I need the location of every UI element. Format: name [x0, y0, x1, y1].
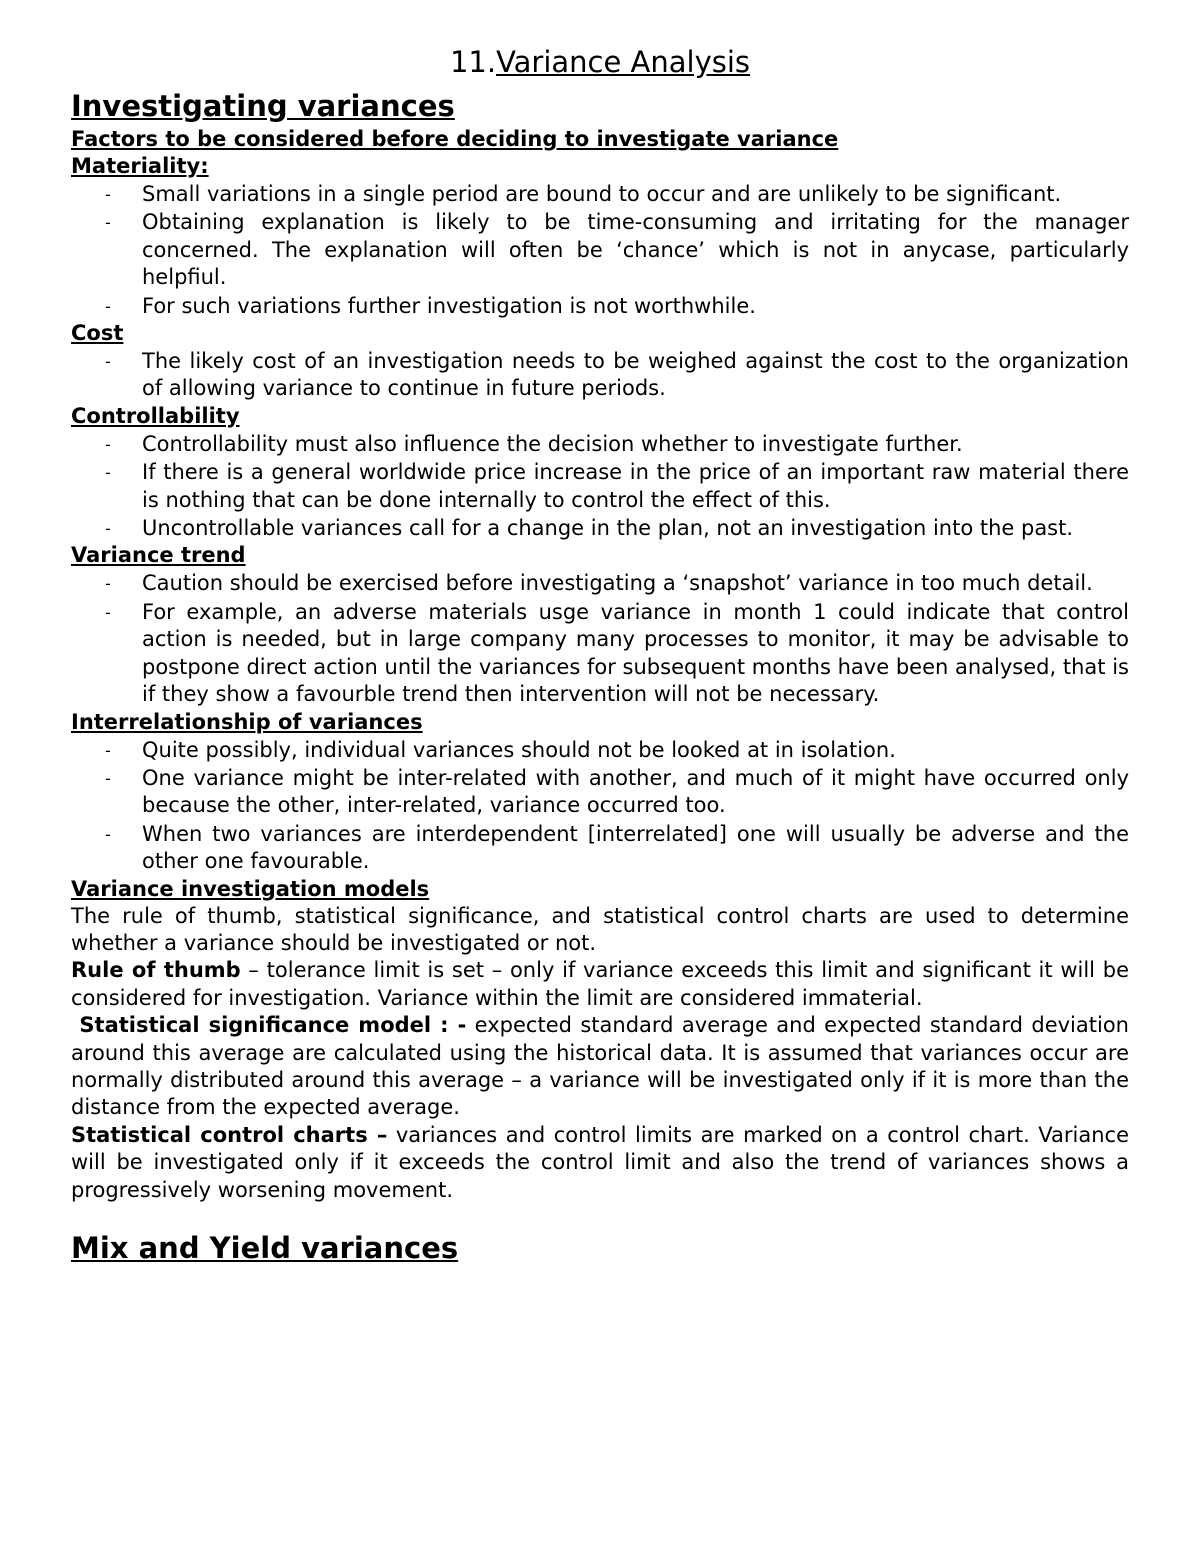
controllability-list [71, 431, 1129, 543]
investigation-models-heading: Variance investigation models [71, 876, 430, 901]
list-item: - One variance might be inter-related with another, and much of it might have occurred only because the other, inter-related, variance occurred too. [105, 765, 1129, 818]
bullet-dash: - [105, 824, 111, 844]
cost-list [71, 348, 1129, 403]
document-page [71, 40, 1129, 1268]
title-number: 11. [449, 45, 497, 79]
statistical-significance-label: Statistical significance model : - [79, 1013, 467, 1038]
bullet-dash: - [105, 185, 111, 204]
models-intro-paragraph: The rule of thumb, statistical significance, and statistical control charts are used to determine whether a variance should be investigated or not. [71, 903, 1129, 955]
title-text: Variance Analysis [496, 45, 751, 79]
section-heading-mix-yield: Mix and Yield variances [71, 1231, 459, 1265]
control-charts-paragraph: Statistical control charts – variances and control limits are marked on a control chart. Variance will be investigated only if it exceeds the control limit and also the trend of variances shows a progressively worsening movement. [71, 1122, 1129, 1202]
rule-of-thumb-paragraph: Rule of thumb – tolerance limit is set – only if variance exceeds this limit and significant it will be considered for investigation. Variance within the limit are considered immaterial. [71, 958, 1129, 1010]
bullet-dash: - [105, 602, 111, 622]
controllability-heading: Controllability [71, 403, 240, 428]
bullet-dash: - [105, 574, 111, 594]
statistical-significance-paragraph: Statistical significance model : - expected standard average and expected standard deviation around this average are calculated using the historical data. It is assumed that variances occur are normally distributed around this average – a variance will be investigated only if it is more than the distance from the expected average. [71, 1013, 1129, 1120]
list-item: - When two variances are interdependent [interrelated] one will usually be adverse and the other one favourable. [105, 821, 1129, 874]
interrelationship-list [71, 737, 1129, 876]
bullet-dash: - [105, 213, 111, 233]
list-item: - Obtaining explanation is likely to be time-consuming and irritating for the manager concerned. The explanation will often be ‘chance’ which is not in anycase, particularly helpfiul. [105, 210, 1129, 290]
list-item: - Controllability must also influence the decision whether to investigate further. [71, 431, 1129, 458]
variance-trend-list [71, 570, 1129, 708]
list-item: - The likely cost of an investigation needs to be weighed against the cost to the organization of allowing variance to continue in future periods. [105, 349, 1129, 401]
bullet-dash: - [105, 768, 111, 788]
materiality-list [71, 181, 1129, 320]
list-item: - Uncontrollable variances call for a change in the plan, not an investigation into the past. [71, 515, 1129, 542]
bullet-dash: - [105, 519, 111, 539]
list-item: - If there is a general worldwide price increase in the price of an important raw material there is nothing that can be done internally to control the effect of this. [105, 460, 1129, 512]
list-item: - Quite possibly, individual variances should not be looked at in isolation. [71, 737, 1129, 764]
materiality-heading: Materiality: [71, 154, 209, 178]
interrelationship-heading: Interrelationship of variances [71, 709, 423, 734]
list-item: - For such variations further investigation is not worthwhile. [71, 293, 1129, 320]
variance-trend-heading: Variance trend [71, 543, 246, 568]
section-heading-investigating: Investigating variances [71, 89, 455, 123]
document-title [71, 40, 1129, 84]
bullet-dash: - [105, 296, 111, 316]
list-item: - Small variations in a single period are bound to occur and are unlikely to be significant. [71, 181, 1129, 208]
bullet-dash: - [105, 352, 111, 372]
rule-of-thumb-label: Rule of thumb [71, 958, 241, 983]
bullet-dash: - [105, 463, 111, 483]
list-item: - Caution should be exercised before investigating a ‘snapshot’ variance in too much detail. [71, 570, 1129, 597]
cost-heading: Cost [71, 321, 124, 346]
bullet-dash: - [105, 434, 111, 454]
bullet-dash: - [105, 740, 111, 760]
factors-subheading: Factors to be considered before deciding to investigate variance [71, 127, 839, 151]
list-item: - For example, an adverse materials usge variance in month 1 could indicate that control action is needed, but in large company many processes to monitor, it may be advisable to postpone direct action until the variances for subsequent months have been analysed, that is if they show a favourble trend then intervention will not be necessary. [105, 599, 1129, 707]
control-charts-label: Statistical control charts – [71, 1122, 388, 1147]
